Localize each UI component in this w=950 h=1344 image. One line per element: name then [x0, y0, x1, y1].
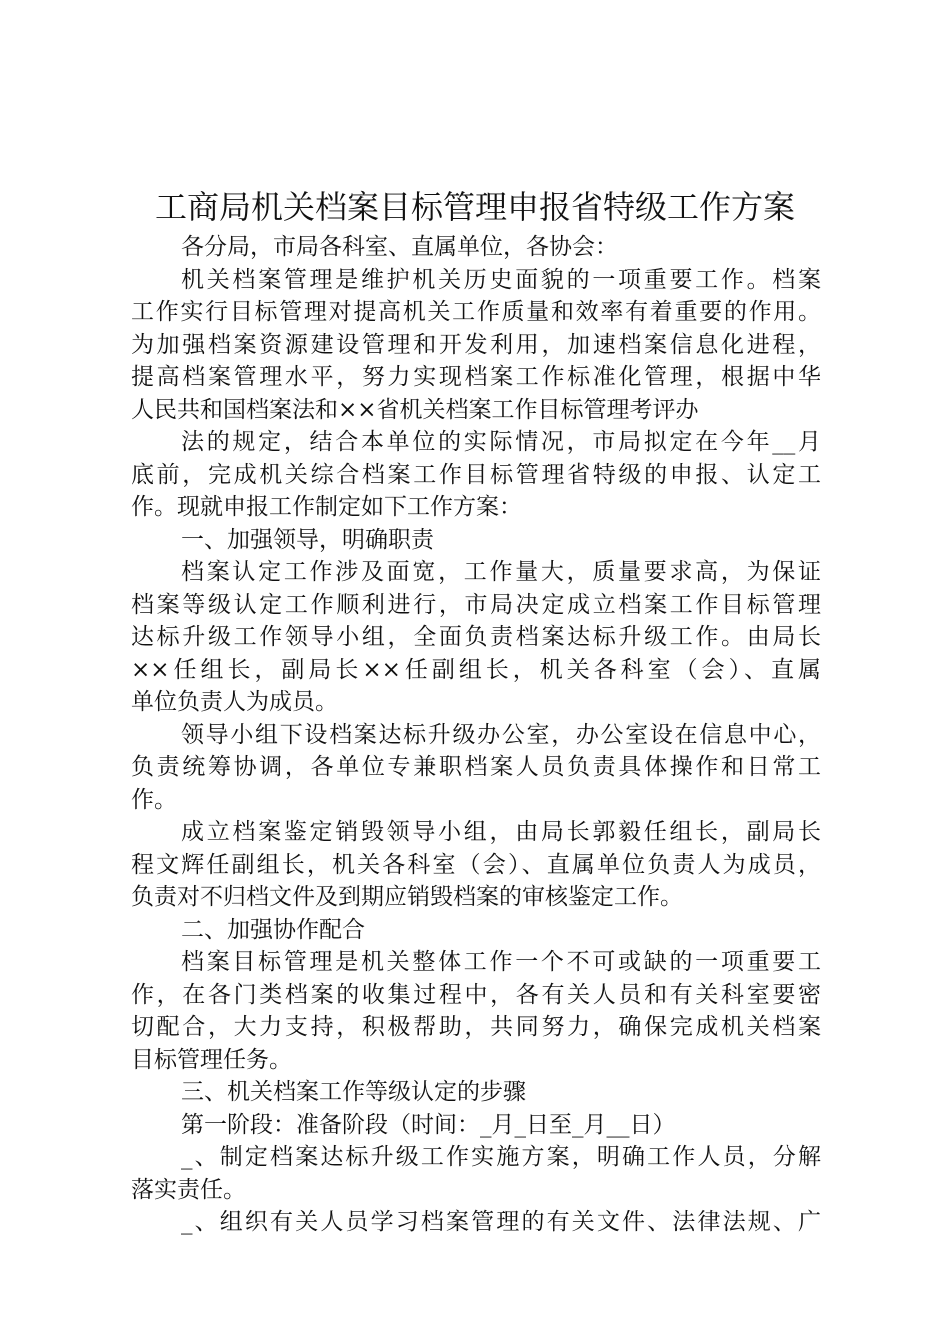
text-line: 负责对不归档文件及到期应销毁档案的审核鉴定工作。 — [131, 884, 683, 910]
text-line: 机关档案管理是维护机关历史面貌的一项重要工作。档案 — [181, 266, 821, 293]
text-line: 工作实行目标管理对提高机关工作质量和效率有着重要的作用。 — [131, 299, 821, 325]
text-line: 档案目标管理是机关整体工作一个不可或缺的一项重要工 — [181, 949, 821, 975]
text-line: 底前，完成机关综合档案工作目标管理省特级的申报、认定工 — [131, 461, 821, 488]
text-line: 三、机关档案工作等级认定的步骤 — [181, 1079, 526, 1105]
text-line: 人民共和国档案法和××省机关档案工作目标管理考评办 — [131, 396, 699, 423]
text-line: 成立档案鉴定销毁领导小组，由局长郭毅任组长，副局长 — [181, 819, 821, 845]
text-line: 二、加强协作配合 — [181, 916, 365, 943]
text-line: 一、加强领导，明确职责 — [181, 526, 434, 553]
text-line: 法的规定，结合本单位的实际情况，市局拟定在今年__月 — [181, 429, 821, 455]
text-line: 程文辉任副组长，机关各科室（会）、直属单位负责人为成员， — [131, 851, 821, 878]
text-line: 落实责任。 — [131, 1176, 246, 1203]
text-line: 作。现就申报工作制定如下工作方案： — [131, 494, 522, 520]
text-line: _、组织有关人员学习档案管理的有关文件、法律法规、广 — [181, 1209, 821, 1235]
text-line: 各分局，市局各科室、直属单位，各协会： — [181, 234, 618, 260]
text-line: 作。 — [131, 786, 177, 813]
text-line: 第一阶段：准备阶段（时间：_月_日至_月__日） — [181, 1111, 676, 1138]
text-line: 达标升级工作领导小组，全面负责档案达标升级工作。由局长 — [131, 624, 821, 650]
document-body — [131, 231, 821, 1239]
text-line: 档案等级认定工作顺利进行，市局决定成立档案工作目标管理 — [131, 591, 821, 618]
text-line: 作，在各门类档案的收集过程中，各有关人员和有关科室要密 — [131, 981, 821, 1008]
text-line: 为加强档案资源建设管理和开发利用，加速档案信息化进程， — [131, 331, 821, 358]
text-line: 负责统筹协调，各单位专兼职档案人员负责具体操作和日常工 — [131, 754, 821, 780]
text-line: 档案认定工作涉及面宽，工作量大，质量要求高，为保证 — [181, 559, 821, 585]
text-line: _、制定档案达标升级工作实施方案，明确工作人员，分解 — [181, 1144, 821, 1170]
text-line: ××任组长，副局长××任副组长，机关各科室（会）、直属 — [131, 656, 821, 683]
text-line: 提高档案管理水平，努力实现档案工作标准化管理，根据中华 — [131, 364, 821, 390]
text-line: 领导小组下设档案达标升级办公室，办公室设在信息中心， — [181, 721, 821, 748]
text-line: 单位负责人为成员。 — [131, 689, 338, 715]
document-title: 工商局机关档案目标管理申报省特级工作方案 — [154, 188, 795, 226]
text-line: 目标管理任务。 — [131, 1046, 292, 1073]
text-line: 切配合，大力支持，积极帮助，共同努力，确保完成机关档案 — [131, 1014, 821, 1040]
